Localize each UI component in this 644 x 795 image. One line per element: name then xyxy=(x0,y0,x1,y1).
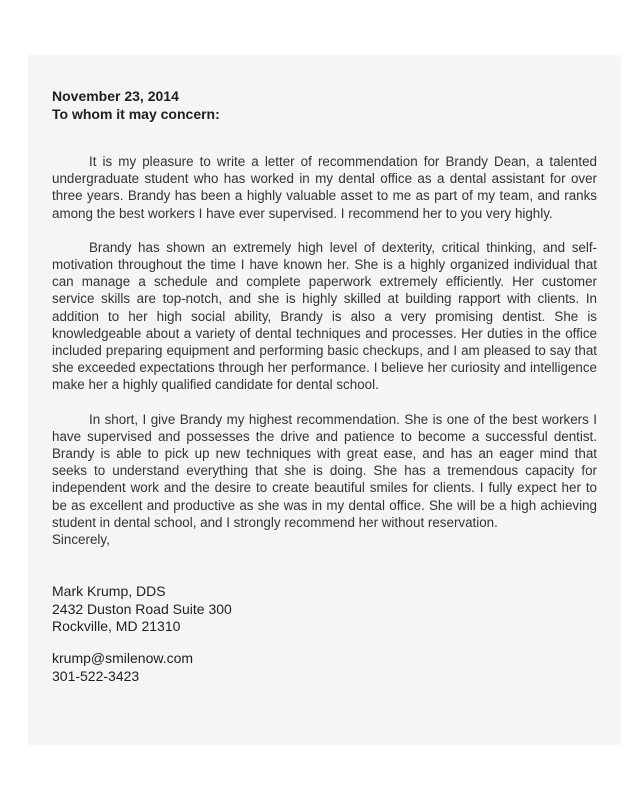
address-line-1: 2432 Duston Road Suite 300 xyxy=(52,600,232,617)
address-line-2: Rockville, MD 21310 xyxy=(52,618,181,634)
letter-closing: Sincerely, xyxy=(52,532,110,548)
contact-phone: 301-522-3423 xyxy=(52,667,140,684)
letter-paragraph: It is my pleasure to write a letter of recommendation for Brandy Dean, a talented undergraduate student who has worked in my dental office as a dental assistant for over three years. Brandy has been a highly valuable asset to me as part of my team, and ranks among the best workers I have ever supervised. I recommend her to you very highly. xyxy=(52,154,597,221)
letter-salutation: To whom it may concern: xyxy=(52,106,220,122)
signature-block xyxy=(52,583,232,636)
letter-body xyxy=(52,153,597,548)
contact-block xyxy=(52,650,193,685)
letter-header xyxy=(52,87,592,123)
contact-email: krump@smilenow.com xyxy=(52,650,194,666)
letter-paragraph: Brandy has shown an extremely high level of dexterity, critical thinking, and self-motivation throughout the time I have known her. She is a highly organized individual that can manage a schedule and complete paperwork extremely efficiently. Her customer service skills are top-notch, and she is highly skilled at building rapport with clients. In addition to her high social ability, Brandy is also a very promising dentist. She is knowledgeable about a variety of dental techniques and processes. Her duties in the office included preparing equipment and performing basic checkups, and I am pleased to say that she exceeded expectations through her performance. I believe her curiosity and intelligence make her a highly qualified candidate for dental school. xyxy=(52,239,597,393)
signer-name: Mark Krump, DDS xyxy=(52,583,166,599)
letter-date: November 23, 2014 xyxy=(52,88,179,104)
letter-paragraph: In short, I give Brandy my highest recommendation. She is one of the best workers I have supervised and possesses the drive and patience to become a successful dentist. Brandy is able to pick up new techniques with great ease, and has an eager mind that seeks to understand everything that she is doing. She has a tremendous capacity for independent work and the desire to create beautiful smiles for clients. I fully expect her to be as excellent and productive as she was in my dental office. She will be a high achieving student in dental school, and I strongly recommend her without reservation. xyxy=(52,411,597,530)
